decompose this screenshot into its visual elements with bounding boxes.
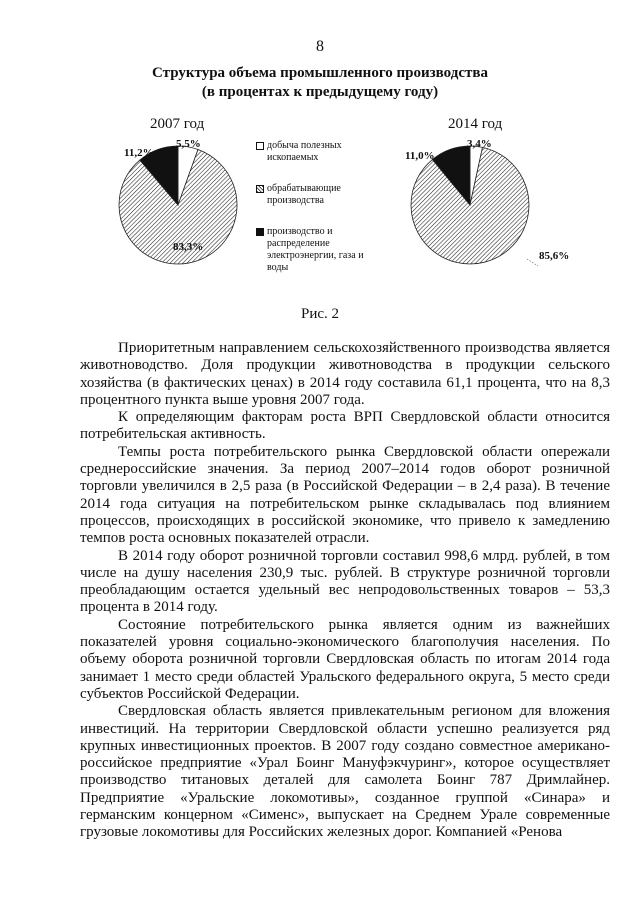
chart-2014-title: 2014 год (448, 116, 503, 132)
paragraph: В 2014 году оборот розничной торговли составил 998,6 млрд. рублей, в том числе на душу населения 230,9 тыс. рублей. В структуре розничной торговли преобладающим остается удельный вес непродовольственных товаров – 53,3 процента в 2014 году. (80, 547, 610, 616)
pie-2014-label-energy: 11,0% (405, 150, 435, 162)
chart-legend (256, 140, 366, 274)
pie-chart-2014 (411, 146, 529, 264)
body-text (80, 340, 610, 842)
paragraph: Приоритетным направлением сельскохозяйственного производства является животноводство. Доля продукции животноводства в продукции сельского хозяйства (в фактических ценах) в 2014 году составила 61,1 процента, что на 8,3 процентного пункта выше уровня 2007 года. (80, 340, 610, 408)
paragraph: К определяющим факторам роста ВРП Свердловской области относится потребительская активность. (80, 409, 610, 443)
pie-2007-label-mining: 5,5% (176, 138, 201, 150)
legend-swatch-hatched (256, 185, 264, 193)
legend-label-energy: производство и распределение электроэнергии, газа и воды (267, 226, 364, 273)
leader-line-2014 (527, 259, 538, 266)
pie-2014-label-mining: 3,4% (467, 138, 492, 150)
pie-2014-label-manufacturing: 85,6% (539, 250, 570, 262)
paragraph: Свердловская область является привлекательным регионом для вложения инвестиций. На территории Свердловской области успешно реализуется ряд крупных инвестиционных проектов. В 2007 году создано совместное американо-российское предприятие «Урал Боинг Мануфэкчуринг», которое осуществляет производство титановых деталей для самолета Боинг 787 Дримлайнер. Предприятие «Уральские локомотивы», созданное группой «Синара» и германским концерном «Сименс», выпускает на Среднем Урале современные грузовые локомотивы для Российских железных дорог. Компанией «Ренова (80, 703, 610, 841)
legend-item-energy (256, 226, 366, 274)
figure-caption: Рис. 2 (300, 306, 340, 322)
legend-swatch-white (256, 142, 264, 150)
legend-item-mining (256, 140, 366, 164)
legend-label-manufacturing: обрабатывающие производства (267, 183, 341, 206)
pie-2007-label-manufacturing: 83,3% (173, 241, 204, 253)
legend-label-mining: добыча полезных ископаемых (267, 140, 342, 163)
figure-title-line-1: Структура объема промышленного производства (152, 65, 488, 81)
pie-2007-label-energy: 11,2% (124, 147, 154, 159)
figure-title-line-2: (в процентах к предыдущему году) (201, 84, 439, 100)
legend-swatch-black (256, 228, 264, 236)
paragraph: Состояние потребительского рынка является одним из важнейших показателей уровня социально-экономического благополучия населения. По объему оборота розничной торговли Свердловская область по итогам 2014 года занимает 1 место среди областей Уральского федерального округа, 5 место среди субъектов Российской Федерации. (80, 616, 610, 702)
paragraph: Темпы роста потребительского рынка Свердловской области опережали среднероссийские значения. За период 2007–2014 годов оборот розничной торговли увеличился в 2,5 раза (в Российской Федерации – в 2,4 раза). В течение 2014 года ситуация на потребительском рынке складывалась под влиянием процессов, происходящих в российской экономике, что привело к замедлению темпов роста основных показателей отрасли. (80, 443, 610, 547)
legend-item-manufacturing (256, 183, 366, 207)
page-number: 8 (316, 38, 324, 55)
chart-2007-title: 2007 год (150, 116, 205, 132)
